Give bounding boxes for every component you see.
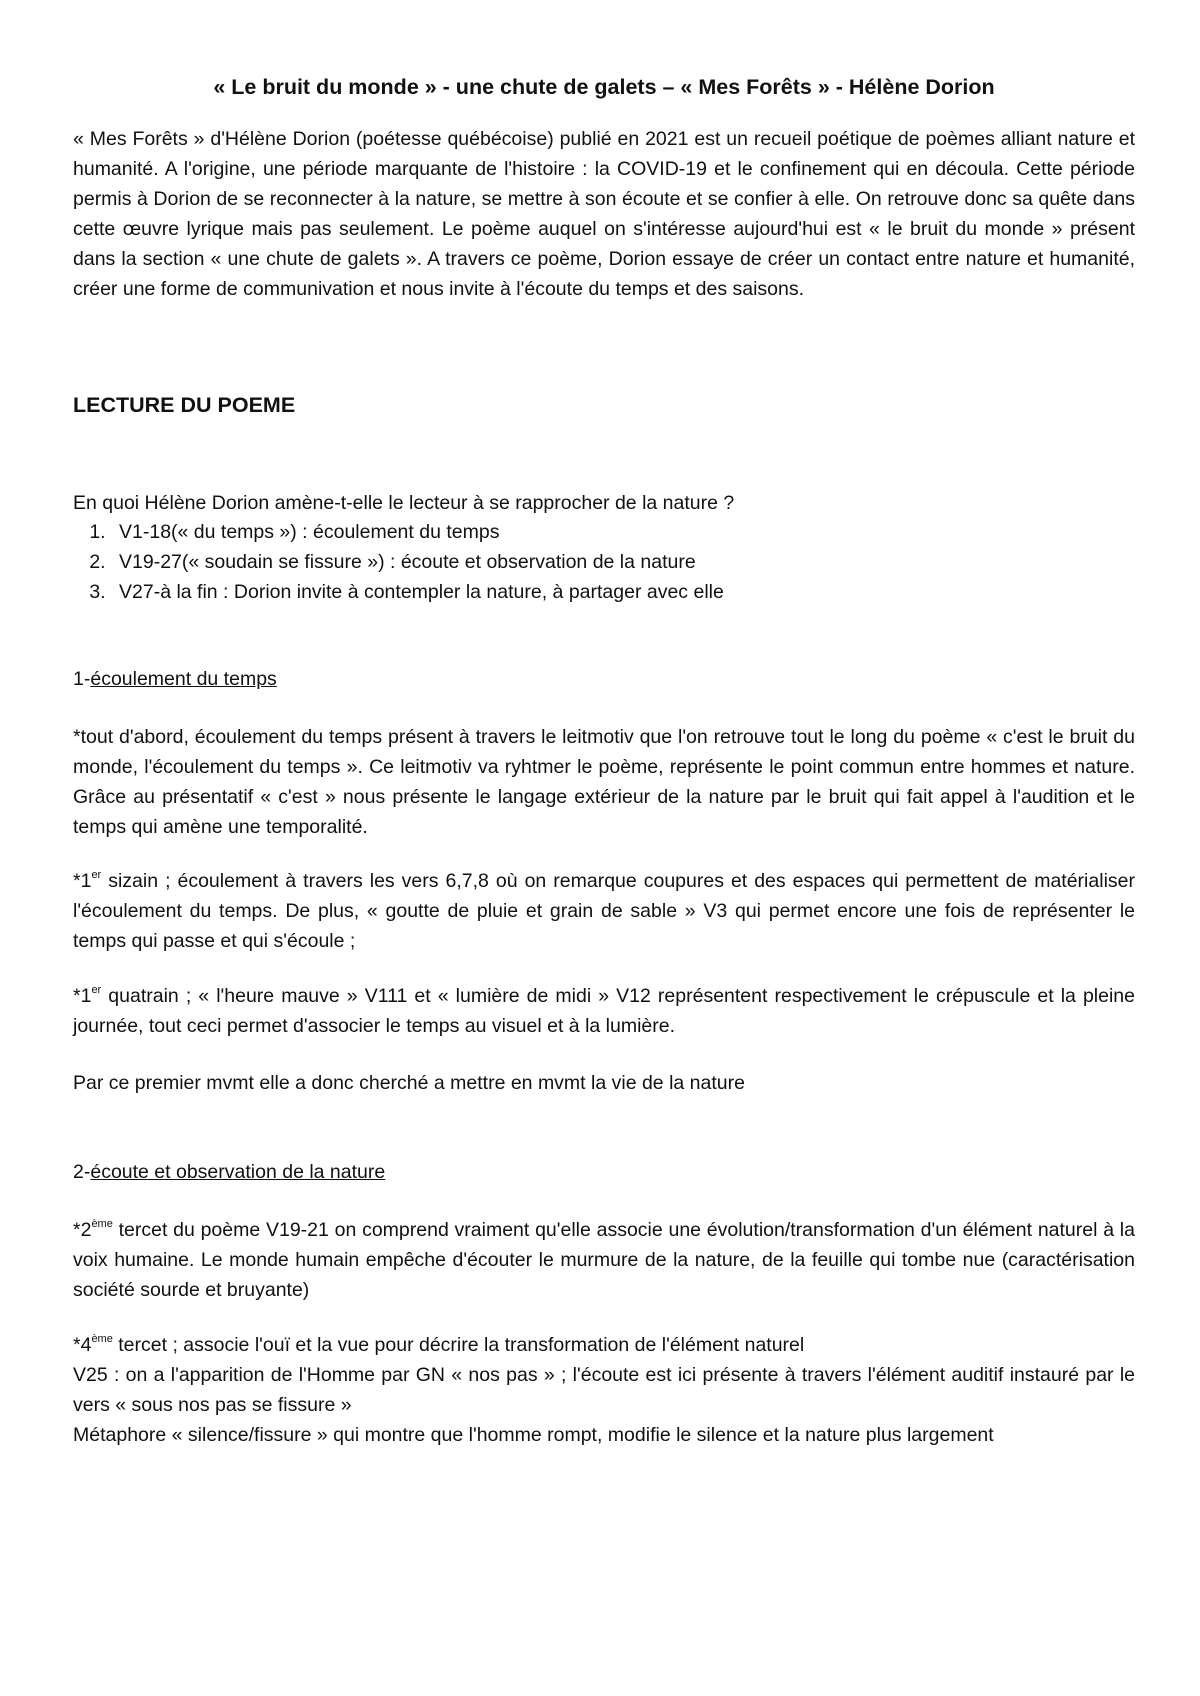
part1-p2-text: sizain ; écoulement à travers les vers 6,7,8 où on remarque coupures et des espaces qui permettent de matérialiser l'écoulement du temps. De plus, « goutte de pluie et grain de sable » V3 qui permet encore une fois de représenter le temps qui passe et qui s'écoule ; <box>73 870 1135 952</box>
part2-p1-lead: *2 <box>73 1219 92 1241</box>
part2-p2-text: tercet ; associe l'ouï et la vue pour décrire la transformation de l'élément naturel <box>112 1334 805 1356</box>
part1-paragraph-3 <box>73 981 1135 1041</box>
part1-p3-sup: er <box>91 984 102 996</box>
part2-p2-sup: ème <box>91 1333 113 1345</box>
plan-item-3: 3. V27-à la fin : Dorion invite à contempler la nature, à partager avec elle <box>111 577 1135 607</box>
part2-p2-lead: *4 <box>73 1334 92 1356</box>
plan-list <box>73 517 1135 607</box>
part2-p2-line2: V25 : on a l'apparition de l'Homme par GN « nos pas » ; l'écoute est ici présente à travers l'élément auditif instauré par le vers « sous nos pas se fissure » <box>73 1364 1135 1416</box>
part2-p1-text: tercet du poème V19-21 on comprend vraiment qu'elle associe une évolution/transformation d'un élément naturel à la voix humaine. Le monde humain empêche d'écouter le murmure de la nature, de la feuille qui tombe nue (caractérisation société sourde et bruyante) <box>73 1219 1135 1301</box>
plan-item-2: 2. V19-27(« soudain se fissure ») : écoute et observation de la nature <box>111 547 1135 577</box>
part2-title: écoute et observation de la nature <box>90 1161 386 1183</box>
part2-p1-sup: ème <box>91 1218 113 1230</box>
part2-heading <box>73 1157 1135 1187</box>
part1-paragraph-4: Par ce premier mvmt elle a donc cherché a mettre en mvmt la vie de la nature <box>73 1072 745 1094</box>
part1-paragraph-1: *tout d'abord, écoulement du temps présent à travers le leitmotiv que l'on retrouve tout le long du poème « c'est le bruit du monde, l'écoulement du temps ». Ce leitmotiv va ryhtmer le poème, représente le point commun entre hommes et nature. Grâce au présentatif « c'est » nous présente le langage extérieur de la nature par le bruit qui fait appel à l'audition et le temps qui amène une temporalité. <box>73 726 1135 838</box>
part1-p3-lead: *1 <box>73 985 92 1007</box>
part1-p2-sup: er <box>91 869 102 881</box>
part2-paragraph-2 <box>73 1330 1135 1450</box>
reading-heading: LECTURE DU POEME <box>73 393 296 417</box>
part1-p3-text: quatrain ; « l'heure mauve » V111 et « lumière de midi » V12 représentent respectivement le crépuscule et la pleine journée, tout ceci permet d'associer le temps au visuel et à la lumière. <box>73 985 1135 1037</box>
part2-prefix: 2- <box>73 1161 91 1183</box>
part1-prefix: 1- <box>73 668 91 690</box>
plan-item-1: 1. V1-18(« du temps ») : écoulement du temps <box>111 517 1135 547</box>
part1-title: écoulement du temps <box>90 668 277 690</box>
plan-list-wrapper <box>73 517 1135 607</box>
document-title: « Le bruit du monde » - une chute de galets – « Mes Forêts » - Hélène Dorion <box>213 75 995 99</box>
part2-paragraph-1 <box>73 1215 1135 1305</box>
part1-paragraph-2 <box>73 866 1135 956</box>
problematic-question: En quoi Hélène Dorion amène-t-elle le lecteur à se rapprocher de la nature ? <box>73 492 735 514</box>
part2-p2-line3: Métaphore « silence/fissure » qui montre que l'homme rompt, modifie le silence et la nature plus largement <box>73 1424 994 1446</box>
part1-p2-lead: *1 <box>73 870 92 892</box>
part2-p2-line1 <box>73 1330 1135 1360</box>
part1-heading <box>73 664 1135 694</box>
intro-paragraph: « Mes Forêts » d'Hélène Dorion (poétesse québécoise) publié en 2021 est un recueil poétique de poèmes alliant nature et humanité. A l'origine, une période marquante de l'histoire : la COVID-19 et le confinement qui en découla. Cette période permis à Dorion de se reconnecter à la nature, se mettre à son écoute et se confier à elle. On retrouve donc sa quête dans cette œuvre lyrique mais pas seulement. Le poème auquel on s'intéresse aujourd'hui est « le bruit du monde » présent dans la section « une chute de galets ». A travers ce poème, Dorion essaye de créer un contact entre nature et humanité, créer une forme de communivation et nous invite à l'écoute du temps et des saisons. <box>73 128 1135 300</box>
